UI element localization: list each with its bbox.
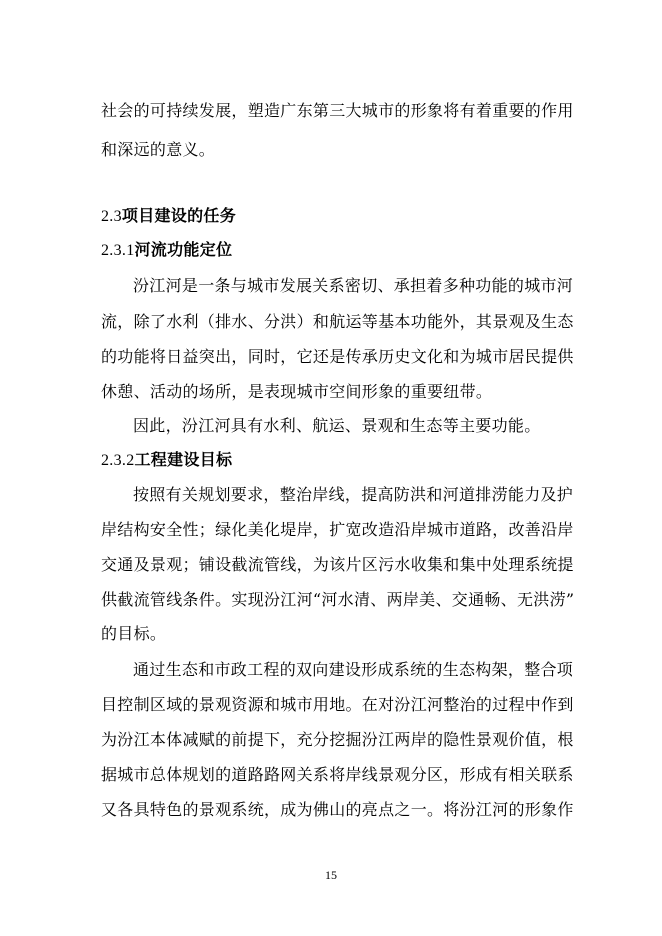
section-number: 2.3.2 — [101, 452, 135, 469]
section-title: 工程建设目标 — [134, 450, 233, 469]
body-text-line: 的功能将日益突出，同时，它还是传承历史文化和为城市居民提供 — [101, 347, 574, 366]
section-title: 河流功能定位 — [134, 240, 233, 259]
body-text-line: 供截流管线条件。实现汾江河“河水清、两岸美、交通畅、无洪涝” — [101, 590, 575, 609]
page-number: 15 — [325, 868, 337, 882]
body-text-line: 因此，汾江河具有水利、航运、景观和生态等主要功能。 — [133, 416, 541, 435]
section-heading-2-3 — [101, 206, 236, 227]
body-text-line: 社会的可持续发展，塑造广东第三大城市的形象将有着重要的作用 — [101, 101, 574, 120]
section-title: 项目建设的任务 — [121, 206, 237, 225]
body-text-line: 为汾江本体减赋的前提下，充分挖掘汾江两岸的隐性景观价值，根 — [101, 730, 574, 749]
body-text-line: 汾江河是一条与城市发展关系密切、承担着多种功能的城市河 — [133, 276, 574, 295]
body-text-line: 和深远的意义。 — [101, 140, 216, 159]
body-text-line: 按照有关规划要求，整治岸线，提高防洪和河道排涝能力及护 — [133, 485, 574, 504]
body-text-line: 又各具特色的景观系统，成为佛山的亮点之一。将汾江河的形象作 — [101, 800, 574, 819]
body-text-line: 目控制区域的景观资源和城市用地。在对汾江河整治的过程中作到 — [101, 695, 574, 714]
body-text-line: 的目标。 — [101, 624, 167, 643]
body-text-line: 据城市总体规划的道路路网关系将岸线景观分区，形成有相关联系 — [101, 765, 574, 784]
section-heading-2-3-1 — [101, 240, 232, 261]
section-heading-2-3-2 — [101, 450, 232, 471]
body-text-line: 交通及景观；铺设截流管线，为该片区污水收集和集中处理系统提 — [101, 555, 574, 574]
section-number: 2.3 — [101, 208, 122, 225]
body-text-line: 休憩、活动的场所，是表现城市空间形象的重要纽带。 — [101, 382, 493, 401]
body-text-line: 流，除了水利（排水、分洪）和航运等基本功能外，其景观及生态 — [101, 312, 574, 331]
section-number: 2.3.1 — [101, 242, 135, 259]
body-text-line: 通过生态和市政工程的双向建设形成系统的生态构架，整合项 — [133, 660, 574, 679]
body-text-line: 岸结构安全性；绿化美化堤岸，扩宽改造沿岸城市道路，改善沿岸 — [101, 520, 574, 539]
